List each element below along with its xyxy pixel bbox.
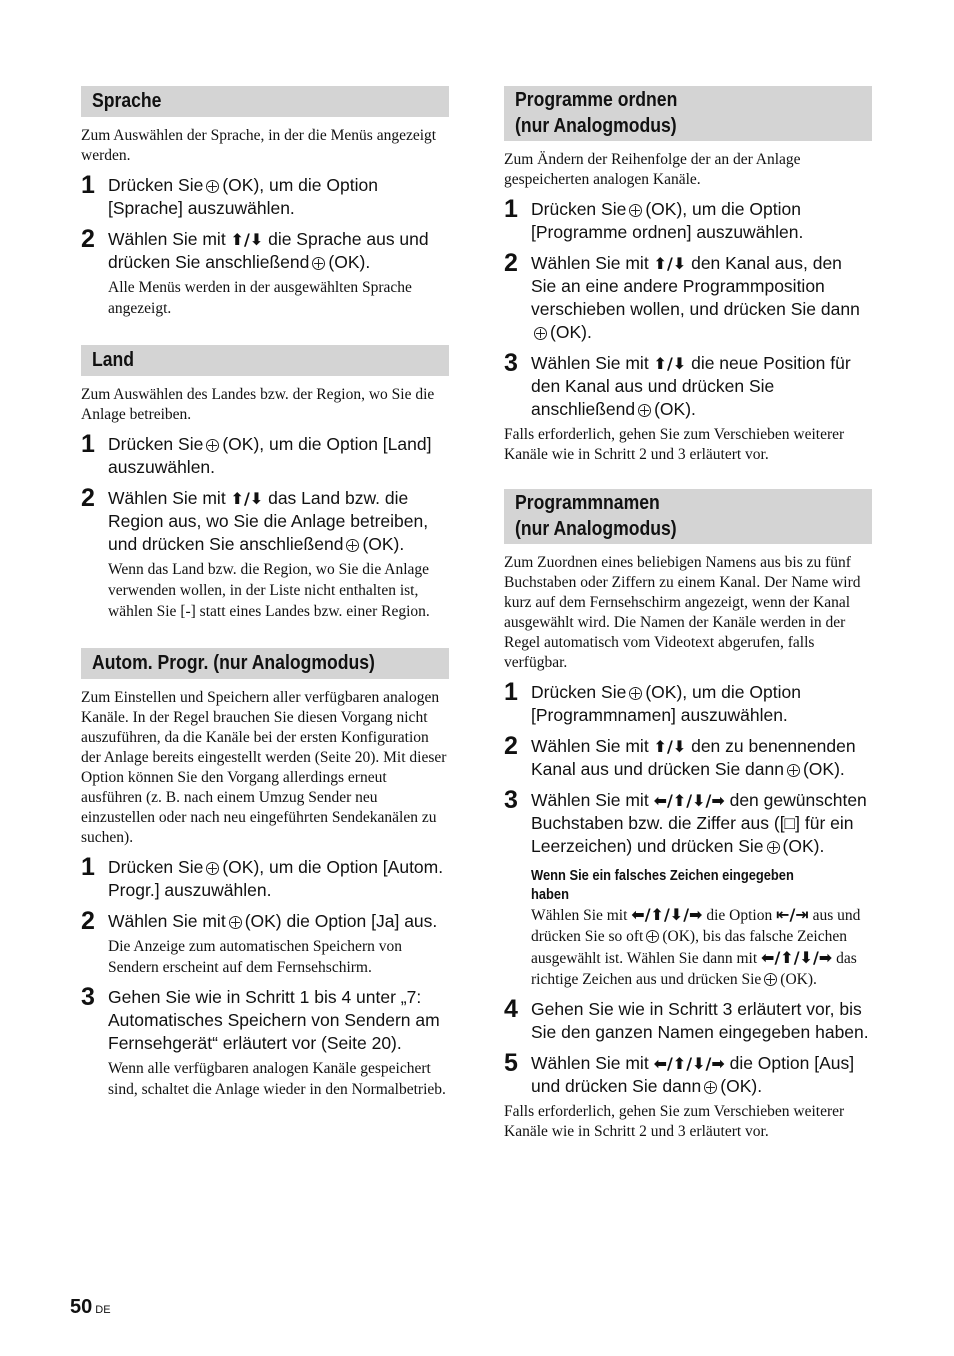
step-5: 5 Wählen Sie mit ⬅/⬆/⬇/➡ die Option [Aus] und drücken Sie dann (OK). [504,1049,855,1096]
step-note: Wenn das Land bzw. die Region, wo Sie die Anlage verwenden wollen, in der Liste nicht enthalten ist, wählen Sie [-] statt eines Landes bzw. einer Region. [108,561,430,620]
section-intro: Zum Auswählen der Sprache, in der die Menüs angezeigt werden. [81,127,437,164]
step-1: 1 Drücken Sie (OK), um die Option [Sprache] auszuwählen. [81,171,378,218]
ok-button-icon [346,539,359,552]
section-intro: Zum Ändern der Reihenfolge der an der Anlage gespeicherten analogen Kanäle. [504,151,801,188]
section-heading-programmnamen: Programmnamen (nur Analogmodus) [504,489,872,544]
step-number: 4 [504,995,518,1023]
up-down-arrow-icon: ⬆/⬇ [653,354,687,373]
step-number: 1 [504,678,518,706]
four-way-arrow-icon: ⬅/⬆/⬇/➡ [653,791,725,810]
ok-button-icon [206,439,219,452]
ok-button-icon [638,404,651,417]
step-number: 2 [504,249,518,277]
step-1: 1 Drücken Sie (OK), um die Option [Programme ordnen] auszuwählen. [504,195,804,242]
step-number: 5 [504,1049,518,1077]
subheading-wrong-character: Wenn Sie ein falsches Zeichen eingegeben haben [531,867,794,903]
left-column [81,86,449,1100]
ok-button-icon [767,841,780,854]
step-number: 1 [81,171,95,199]
step-3: 3 Wählen Sie mit ⬆/⬇ die neue Position für den Kanal aus und drücken Sie anschließend (OK). [504,349,851,419]
page-number: 50 DE [70,1296,111,1318]
four-way-arrow-icon: ⬅/⬆/⬇/➡ [631,905,703,924]
step-number: 3 [504,786,518,814]
section-heading-land: Land [81,345,449,376]
step-3: 3 Wählen Sie mit ⬅/⬆/⬇/➡ den gewünschten Buchstaben bzw. die Ziffer aus ([□] für ein Leerzeichen) und drücken Sie (OK). Wenn Sie ein falsches Zeichen eingegeben haben Wählen Sie mit ⬅/⬆/⬇/➡ die Option ⇤/⇥ aus und drücken Sie so oft (OK), bis das falsche Zeichen ausgewählt ist. Wählen Sie dann mit ⬅/⬆/⬇/➡ das richtige Zeichen aus und drücken Sie (OK). [504,789,872,990]
step-2: 2 Wählen Sie mit ⬆/⬇ den Kanal aus, den Sie an eine andere Programmposition verschieben wollen, und drücken Sie dann(OK). [504,249,860,342]
up-down-arrow-icon: ⬆/⬇ [230,230,264,249]
step-note: Wenn alle verfügbaren analogen Kanäle gespeichert sind, schaltet die Anlage wieder in den Normalbetrieb. [108,1060,446,1098]
ok-button-icon [534,327,547,340]
step-1: 1 Drücken Sie (OK), um die Option [Programmnamen] auszuwählen. [504,678,801,725]
up-down-arrow-icon: ⬆/⬇ [653,254,687,273]
step-2: 2 Wählen Sie mit (OK) die Option [Ja] aus. Die Anzeige zum automatischen Speichern von Sendern erscheint auf dem Fernsehschirm. [81,910,449,978]
section-intro: Zum Zuordnen eines beliebigen Namens aus bis zu fünf Buchstaben oder Ziffern zu einem Kanal. Der Name wird kurz auf dem Fernsehschirm angezeigt, wenn der Kanal ausgewählt wird. Die Namen der Kanäle werden in der Regel automatisch vom Videotext abgerufen, falls verfügbar. [504,554,861,671]
step-2: 2 Wählen Sie mit ⬆/⬇ das Land bzw. die Region aus, wo Sie die Anlage betreiben, und drücken Sie anschließend (OK). Wenn das Land bzw. die Region, wo Sie die Anlage verwenden wollen, in der Liste nicht enthalten ist, wählen Sie [-] statt eines Landes bzw. einer Region. [81,487,449,622]
section-heading-programme-ordnen: Programme ordnen (nur Analogmodus) [504,86,872,141]
right-column [504,86,872,1142]
step-2: 2 Wählen Sie mit ⬆/⬇ den zu benennenden Kanal aus und drücken Sie dann (OK). [504,732,856,779]
step-number: 1 [81,430,95,458]
ok-button-icon [229,916,242,929]
up-down-arrow-icon: ⬆/⬇ [230,489,264,508]
up-down-arrow-icon: ⬆/⬇ [653,737,687,756]
section-intro: Zum Auswählen des Landes bzw. der Region, wo Sie die Anlage betreiben. [81,386,435,423]
step-note: Die Anzeige zum automatischen Speichern von Sendern erscheint auf dem Fernsehschirm. [108,938,402,976]
section-footnote: Falls erforderlich, gehen Sie zum Verschieben weiterer Kanäle wie in Schritt 2 und 3 erläutert vor. [504,1103,845,1140]
step-4: 4 Gehen Sie wie in Schritt 3 erläutert vor, bis Sie den ganzen Namen eingegeben haben. [504,995,869,1042]
ok-button-icon [206,862,219,875]
step-number: 2 [81,484,95,512]
ok-button-icon [646,930,659,943]
ok-button-icon [764,973,777,986]
step-1: 1 Drücken Sie (OK), um die Option [Autom. Progr.] auszuwählen. [81,853,444,900]
step-number: 3 [81,983,95,1011]
ok-button-icon [629,687,642,700]
ok-button-icon [704,1081,717,1094]
section-intro: Zum Einstellen und Speichern aller verfügbaren analogen Kanäle. In der Regel brauchen Sie diesen Vorgang nicht auszuführen, da die Kanäle bei der ersten Konfiguration der Anlage bereits eingestellt werden (Seite 20). Mit dieser Option können Sie den Vorgang allerdings erneut ausführen (z. B. nach einem Umzug Sender neu einzustellen oder nach neu eingeführten Sendekanälen zu suchen). [81,689,447,846]
wrong-character-text: Wählen Sie mit ⬅/⬆/⬇/➡ die Option ⇤/⇥ aus und drücken Sie so oft (OK), bis das falsche Zeichen ausgewählt ist. Wählen Sie dann mit ⬅/⬆/⬇/➡ das richtige Zeichen aus und drücken Sie (OK). [531,905,861,988]
step-3: 3 Gehen Sie wie in Schritt 1 bis 4 unter „7: Automatisches Speichern von Sendern am Fernsehgerät“ erläutert vor (Seite 20). Wenn alle verfügbaren analogen Kanäle gespeichert sind, schaltet die Anlage wieder in den Normalbetrieb. [81,986,449,1100]
ok-button-icon [312,257,325,270]
step-number: 2 [504,732,518,760]
ok-button-icon [206,180,219,193]
ok-button-icon [629,204,642,217]
backspace-insert-icon: ⇤/⇥ [776,905,809,924]
step-number: 1 [81,853,95,881]
step-note: Alle Menüs werden in der ausgewählten Sprache angezeigt. [108,279,412,317]
step-number: 2 [81,907,95,935]
section-heading-autom-progr: Autom. Progr. (nur Analogmodus) [81,648,449,679]
step-1: 1 Drücken Sie (OK), um die Option [Land] auszuwählen. [81,430,432,477]
ok-button-icon [787,764,800,777]
step-number: 3 [504,349,518,377]
four-way-arrow-icon: ⬅/⬆/⬇/➡ [653,1054,725,1073]
section-heading-sprache: Sprache [81,86,449,117]
section-footnote: Falls erforderlich, gehen Sie zum Verschieben weiterer Kanäle wie in Schritt 2 und 3 erläutert vor. [504,426,845,463]
step-number: 1 [504,195,518,223]
step-2: 2 Wählen Sie mit ⬆/⬇ die Sprache aus und drücken Sie anschließend (OK). Alle Menüs werden in der ausgewählten Sprache angezeigt. [81,228,449,319]
step-number: 2 [81,225,95,253]
four-way-arrow-icon: ⬅/⬆/⬇/➡ [761,948,833,967]
